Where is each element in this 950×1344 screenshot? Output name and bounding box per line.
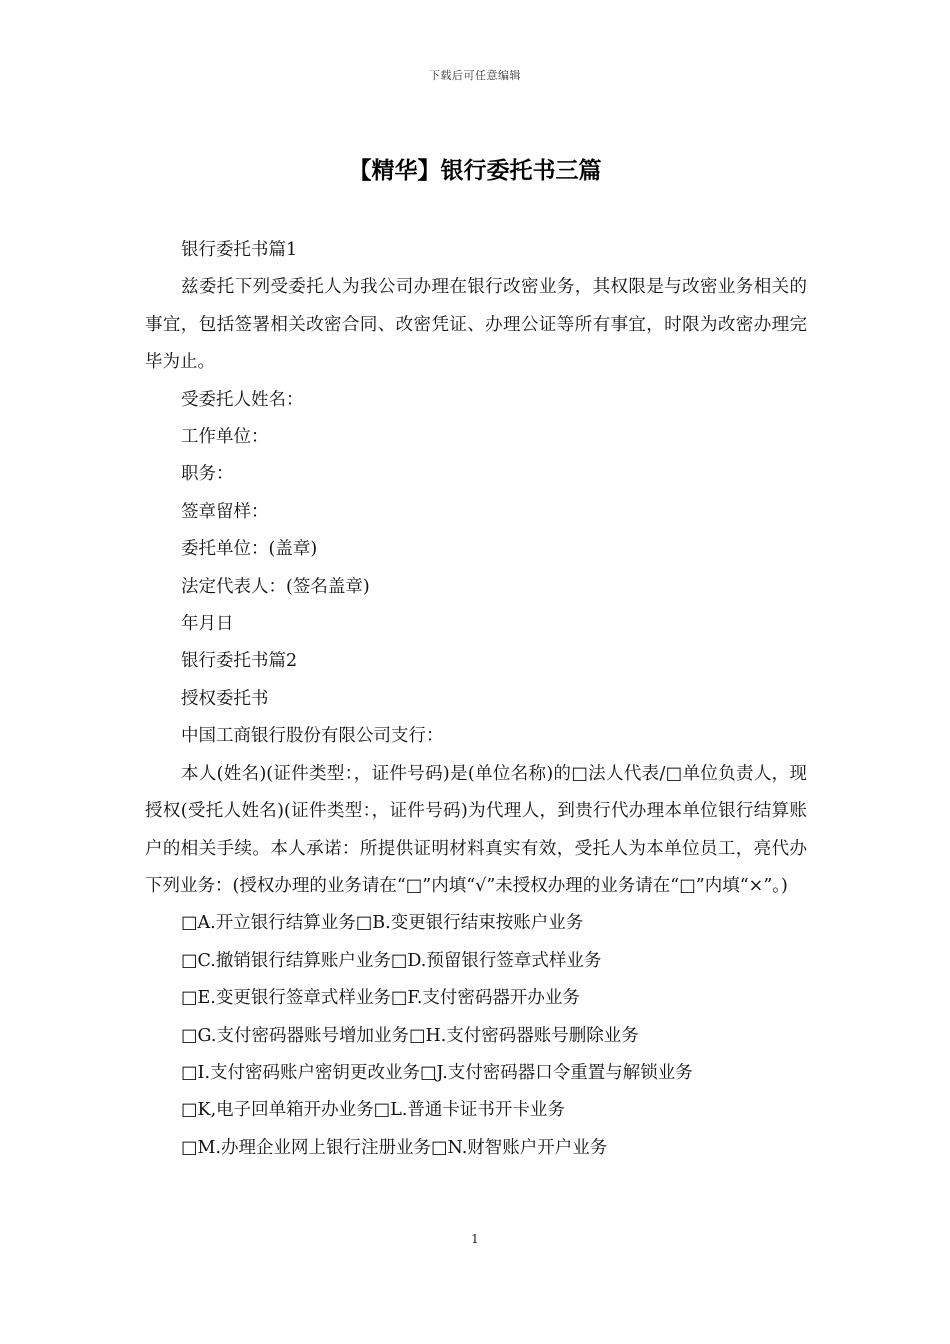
business-option-row: □K,电子回单箱开办业务□L.普通卡证书开卡业务 [181, 1100, 565, 1121]
business-option-row: □G.支付密码器账号增加业务□H.支付密码器账号删除业务 [181, 1025, 639, 1046]
business-option-row: □A.开立银行结算业务□B.变更银行结束按账户业务 [181, 913, 584, 934]
section-heading-1: 银行委托书篇1 [181, 240, 298, 260]
addressee: 中国工商银行股份有限公司支行： [181, 726, 444, 747]
business-option-row: □M.办理企业网上银行注册业务□N.财智账户开户业务 [181, 1137, 608, 1158]
document-title: 【精华】银行委托书三篇 [348, 158, 602, 184]
field-date: 年月日 [181, 614, 234, 635]
document-body [145, 232, 807, 1167]
business-option-row: □C.撤销银行结算账户业务□D.预留银行签章式样业务 [181, 950, 602, 971]
field-work-unit: 工作单位： [181, 427, 269, 448]
paragraph-authorization-statement: 本人(姓名)(证件类型：，证件号码)是(单位名称)的□法人代表/□单位负责人，现授权(受托人姓名)(证件类型：，证件号码)为代理人，到贵行代办理本单位银行结算账户的相关手续。本人承诺：所提供证明材料真实有效，受托人为本单位员工，亮代办下列业务：(授权办理的业务请在“□”内填“√”未授权办理的业务请在“□”内填“×”。) [145, 763, 807, 896]
paragraph-entrust-statement: 兹委托下列受委托人为我公司办理在银行改密业务，其权限是与改密业务相关的事宜，包括签署相关改密合同、改密凭证、办理公证等所有事宜，时限为改密办理完毕为止。 [145, 277, 807, 373]
field-trustee-name: 受委托人姓名： [181, 389, 304, 410]
page-number: 1 [471, 1232, 479, 1246]
business-option-row: □E.变更银行签章式样业务□F.支付密码器开办业务 [181, 988, 580, 1009]
business-option-row: □I.支付密码账户密钥更改业务□J.支付密码器口令重置与解锁业务 [181, 1062, 693, 1083]
subtitle-authorization: 授权委托书 [181, 688, 269, 709]
section-heading-2: 银行委托书篇2 [181, 651, 298, 672]
header-note: 下载后可任意编辑 [429, 69, 521, 82]
field-signature-sample: 签章留样： [181, 501, 269, 522]
field-entrusting-unit: 委托单位：(盖章) [181, 539, 318, 560]
field-position: 职务： [181, 464, 234, 485]
field-legal-representative: 法定代表人：(签名盖章) [181, 576, 370, 597]
